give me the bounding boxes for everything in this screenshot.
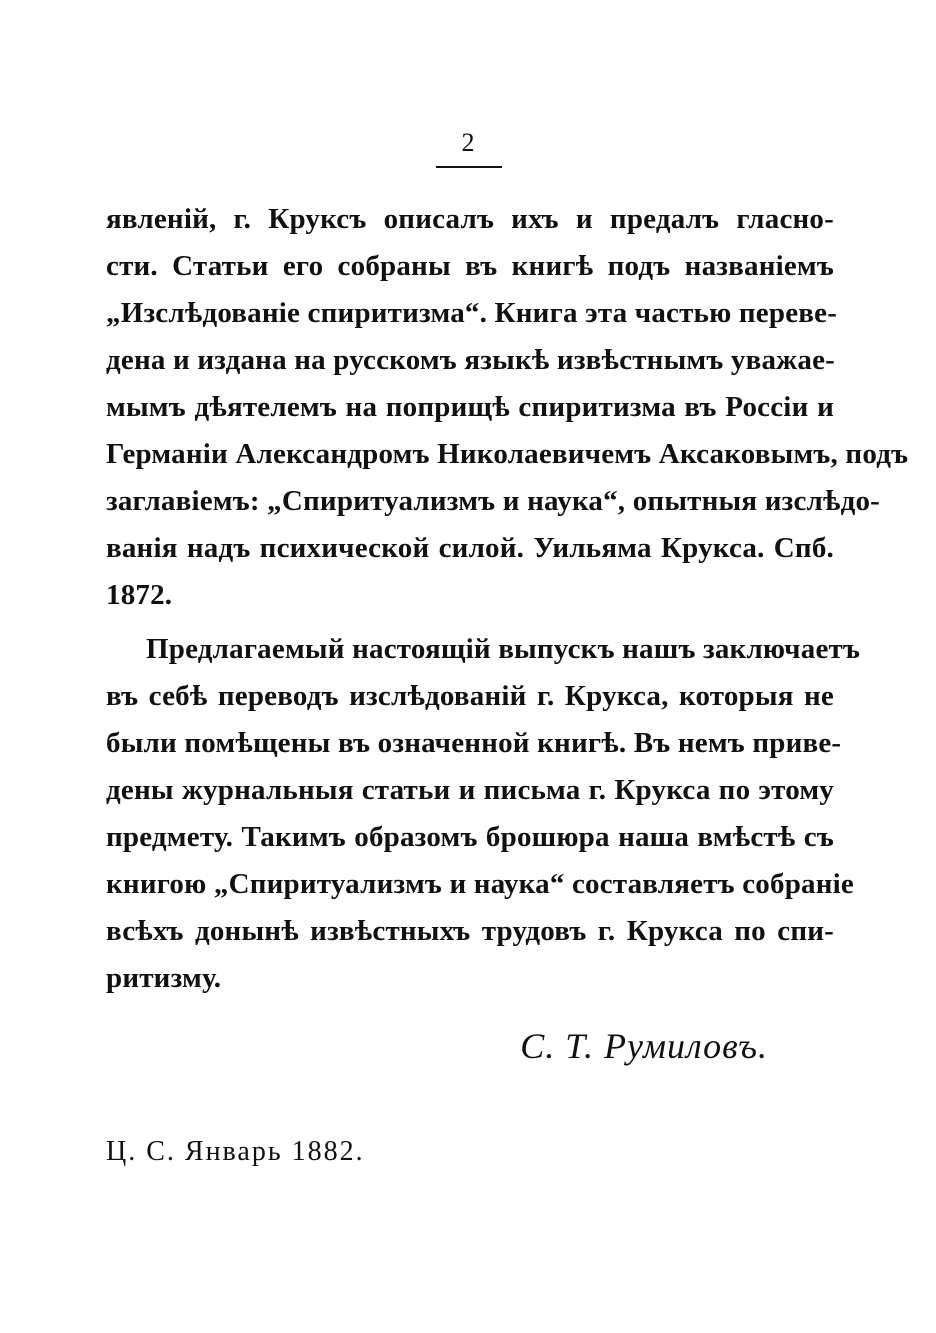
paragraph-line: Предлагаемый настоящій выпускъ нашъ заключаетъ	[146, 633, 861, 665]
paragraph-line: „Изслѣдованіе спиритизма“. Книга эта частью переве-	[106, 297, 838, 329]
paragraph-line: ритизму.	[106, 962, 222, 994]
paragraph-line: 1872.	[106, 579, 173, 611]
paragraph-line: предмету. Такимъ образомъ брошюра наша вмѣстѣ съ	[106, 821, 834, 853]
paragraph-line: заглавіемъ: „Спиритуализмъ и наука“, опытныя изслѣдо-	[106, 485, 881, 517]
paragraph-1	[106, 196, 909, 619]
paragraph-line: сти. Статьи его собраны въ книгѣ подъ названіемъ	[106, 250, 834, 282]
paragraph-line: всѣхъ донынѣ извѣстныхъ трудовъ г. Крукса по спи-	[106, 915, 834, 947]
page-number-rule	[436, 166, 502, 168]
paragraph-line: дены журнальныя статьи и письма г. Крукса по этому	[106, 774, 834, 806]
author-signature: С. Т. Румиловъ.	[520, 1026, 768, 1066]
dateline: Ц. С. Январь 1882.	[106, 1136, 365, 1167]
paragraph-line: дена и издана на русскомъ языкѣ извѣстнымъ уважае-	[106, 344, 836, 376]
paragraph-2	[106, 626, 861, 1002]
paragraph-line: Германіи Александромъ Николаевичемъ Аксаковымъ, подъ	[106, 438, 909, 470]
paragraph-line: мымъ дѣятелемъ на поприщѣ спиритизма въ Россіи и	[106, 391, 834, 423]
paragraph-line: ванія надъ психической силой. Уильяма Крукса. Спб.	[106, 532, 834, 564]
paragraph-line: были помѣщены въ означенной книгѣ. Въ немъ приве-	[106, 727, 842, 759]
paragraph-line: въ себѣ переводъ изслѣдованій г. Крукса, которыя не	[106, 680, 834, 712]
page-number: 2	[461, 128, 475, 157]
paragraph-line: книгою „Спиритуализмъ и наука“ составляетъ собраніе	[106, 868, 854, 900]
paragraph-line: явленій, г. Круксъ описалъ ихъ и предалъ гласно-	[106, 203, 834, 235]
